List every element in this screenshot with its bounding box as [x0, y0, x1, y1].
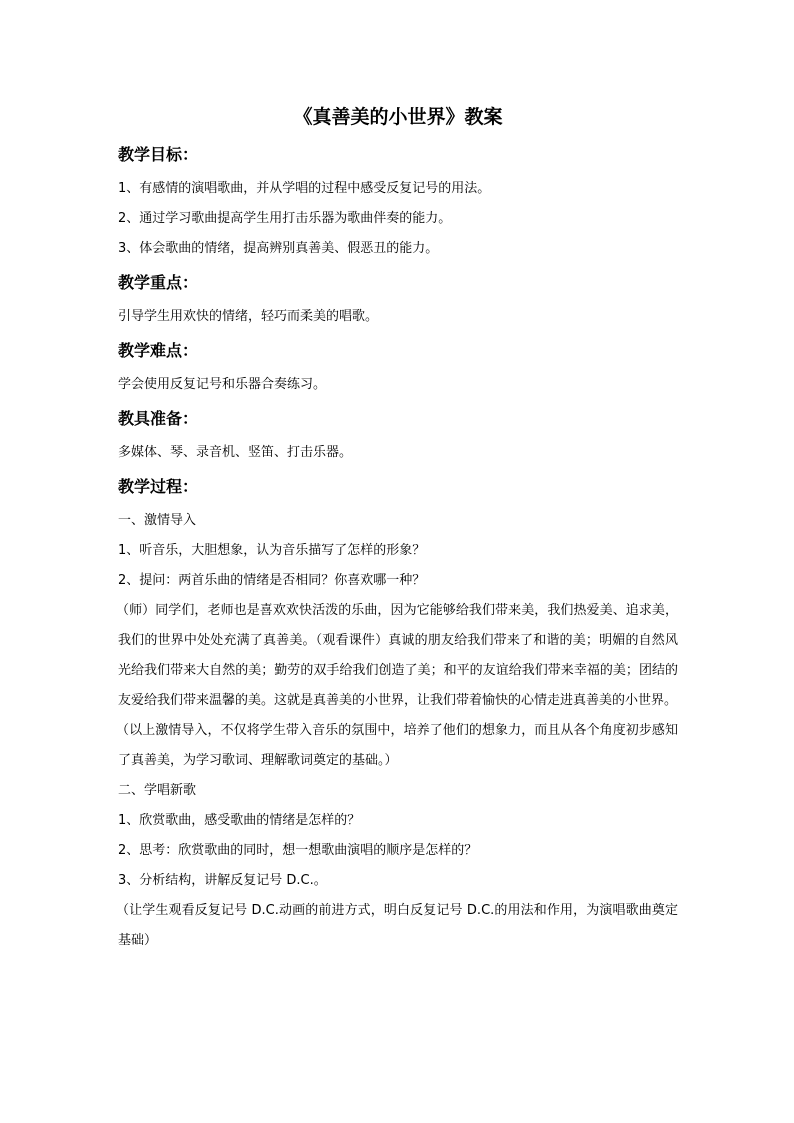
process-part1-title: 一、激情导入 — [118, 513, 197, 528]
goal-item: 2、通过学习歌曲提高学生用打击乐器为歌曲伴奏的能力。 — [118, 211, 452, 226]
heading-tools: 教具准备： — [118, 409, 199, 428]
document-page — [118, 100, 678, 956]
part2-note-paragraph: （让学生观看反复记号 D.C.动画的前进方式，明白反复记号 D.C.的用法和作用，为演唱歌曲奠定基础） — [116, 903, 678, 948]
difficulty-text: 学会使用反复记号和乐器合奏练习。 — [118, 377, 327, 392]
process-part2-item: 2、思考：欣赏歌曲的同时，想一想歌曲演唱的顺序是怎样的？ — [118, 843, 478, 858]
teacher-talk-paragraph: （师）同学们，老师也是喜欢欢快活泼的乐曲，因为它能够给我们带来美，我们热爱美、追求美，我们的世界中处处充满了真善美。（观看课件）真诚的朋友给我们带来了和谐的美；明媚的自然风光给我们带来大自然的美；勤劳的双手给我们创造了美；和平的友谊给我们带来幸福的美；团结的友爱给我们带来温馨的美。这就是真善美的小世界，让我们带着愉快的心情走进真善美的小世界。 — [116, 603, 678, 708]
heading-difficulty: 教学难点： — [118, 341, 199, 360]
process-part1-item: 2、提问：两首乐曲的情绪是否相同？你喜欢哪一种？ — [118, 573, 426, 588]
goal-item: 3、体会歌曲的情绪，提高辨别真善美、假恶丑的能力。 — [118, 241, 439, 256]
key-points-text: 引导学生用欢快的情绪，轻巧而柔美的唱歌。 — [118, 309, 379, 324]
process-part2-item: 1、欣赏歌曲，感受歌曲的情绪是怎样的？ — [118, 813, 361, 828]
process-part2-title: 二、学唱新歌 — [118, 783, 197, 798]
heading-goals: 教学目标： — [118, 145, 199, 164]
part1-note-paragraph: （以上激情导入，不仅将学生带入音乐的氛围中，培养了他们的想象力，而且从各个角度初步感知了真善美，为学习歌词、理解歌词奠定的基础。） — [116, 723, 678, 768]
process-part1-item: 1、听音乐，大胆想象，认为音乐描写了怎样的形象？ — [118, 543, 426, 558]
heading-key-points: 教学重点： — [118, 273, 199, 292]
document-title: 《真善美的小世界》教案 — [293, 106, 503, 128]
heading-process: 教学过程： — [118, 477, 199, 496]
process-part2-item: 3、分析结构，讲解反复记号 D.C.。 — [118, 873, 327, 888]
tools-text: 多媒体、琴、录音机、竖笛、打击乐器。 — [118, 445, 353, 460]
goal-item: 1、有感情的演唱歌曲，并从学唱的过程中感受反复记号的用法。 — [118, 181, 491, 196]
